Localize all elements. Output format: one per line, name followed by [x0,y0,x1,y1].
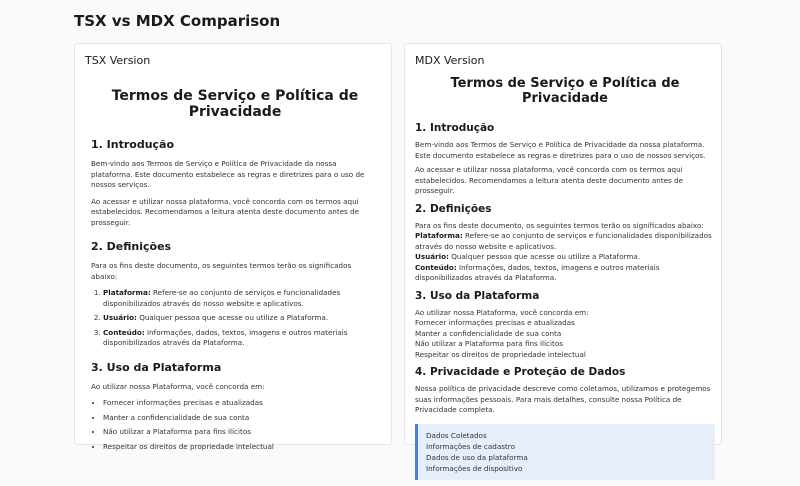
mdx-intro-heading: 1. Introdução [415,122,495,134]
mdx-panel [404,43,722,473]
list-item: • Fornecer informações precisas e atualizadas [103,398,379,409]
tsx-usage-list [91,398,379,452]
mdx-section-definitions [415,203,715,284]
mdx-section-privacy [415,366,715,480]
mdx-doc-title: Termos de Serviço e Política de Privacidade [450,76,680,106]
list-item: Dados de uso da plataforma [426,452,528,462]
definition-term: Usuário: [103,313,137,322]
definition-desc: Informações, dados, textos, imagens e outros materiais disponibilizados através da Plataforma. [415,262,660,282]
mdx-usage-lead: Ao utilizar nossa Plataforma, você concorda em: [415,307,589,317]
tsx-section-definitions [91,240,379,349]
definition-desc: Refere-se ao conjunto de serviços e funcionalidades disponibilizados através do nosso website e aplicativos. [415,231,712,251]
tsx-section-intro [91,138,379,228]
mdx-usage-heading: 3. Uso da Plataforma [415,289,540,302]
data-collected-callout [415,424,715,480]
mdx-section-usage [415,290,715,361]
definition-desc: Qualquer pessoa que acesse ou utilize a Plataforma. [136,313,329,322]
tsx-document [91,88,379,464]
list-item: Respeitar os direitos de propriedade intelectual [415,349,586,359]
mdx-privacy-heading: 4. Privacidade e Proteção de Dados [415,366,626,378]
list-item [103,313,379,324]
list-item [415,263,715,284]
list-item: • Manter a confidencialidade de sua conta [103,413,379,424]
mdx-usage-body [415,308,715,361]
tsx-usage-heading: 3. Uso da Plataforma [91,360,222,374]
definition-desc: Refere-se ao conjunto de serviços e funcionalidades disponibilizados através do nosso website e aplicativos. [103,288,341,308]
list-item [103,328,379,349]
list-item [103,288,379,309]
list-item [415,231,715,252]
mdx-definitions-heading: 2. Definições [415,202,492,215]
tsx-panel-label: TSX Version [85,54,151,67]
tsx-usage-lead: Ao utilizar nossa Plataforma, você concorda em: [91,381,265,391]
tsx-intro-p1: Bem-vindo aos Termos de Serviço e Política de Privacidade da nossa plataforma. Este documento estabelece as regras e diretrizes para o uso de nossos serviços. [91,159,365,189]
tsx-definitions-list [91,288,379,349]
list-item: • Respeitar os direitos de propriedade intelectual [103,442,379,453]
mdx-section-intro [415,122,715,197]
definition-term: Conteúdo: [415,262,457,272]
mdx-intro-p2: Ao acessar e utilizar nossa plataforma, você concorda com os termos aqui estabelecidos. Recomendamos a leitura atenta deste documento antes de prosseguir. [415,165,684,195]
tsx-definitions-heading: 2. Definições [91,240,172,253]
callout-title: Dados Coletados [426,430,487,440]
list-item [415,252,715,263]
list-item: Não utilizar a Plataforma para fins ilícitos [415,339,563,348]
definition-desc: Informações, dados, textos, imagens e outros materiais disponibilizados através da Plataforma. [103,327,348,347]
mdx-definitions-body [415,221,715,284]
list-item: Manter a confidencialidade de sua conta [415,328,562,338]
mdx-document [415,76,715,486]
list-item: Informações de cadastro [426,441,515,451]
mdx-definitions-lead: Para os fins deste documento, os seguintes termos terão os significados abaixo: [415,220,704,230]
definition-desc: Qualquer pessoa que acesse ou utilize a Plataforma. [448,252,641,261]
list-item: Fornecer informações precisas e atualizadas [415,318,575,327]
tsx-panel [74,43,392,451]
mdx-panel-label: MDX Version [415,54,485,67]
page-title: TSX vs MDX Comparison [74,12,281,30]
list-item: Informações de dispositivo [426,463,523,473]
list-item: • Não utilizar a Plataforma para fins ilícitos [103,427,379,438]
definition-term: Usuário: [415,252,449,261]
tsx-definitions-lead: Para os fins deste documento, os seguintes termos terão os significados abaixo: [91,261,352,281]
definition-term: Plataforma: [415,231,463,240]
tsx-intro-heading: 1. Introdução [91,138,175,151]
mdx-privacy-p1: Nossa política de privacidade descreve como coletamos, utilizamos e protegemos suas informações pessoais. Para mais detalhes, consulte nossa Política de Privacidade completa. [415,384,711,414]
definition-term: Plataforma: [103,288,151,297]
definition-term: Conteúdo: [103,327,145,337]
tsx-section-usage [91,361,379,453]
mdx-intro-p1: Bem-vindo aos Termos de Serviço e Política de Privacidade da nossa plataforma. Este documento estabelece as regras e diretrizes para o uso de nossos serviços. [415,140,706,160]
tsx-doc-title: Termos de Serviço e Política de Privacidade [111,88,359,120]
tsx-intro-p2: Ao acessar e utilizar nossa plataforma, você concorda com os termos aqui estabelecidos. Recomendamos a leitura atenta deste documento antes de prosseguir. [91,196,360,227]
